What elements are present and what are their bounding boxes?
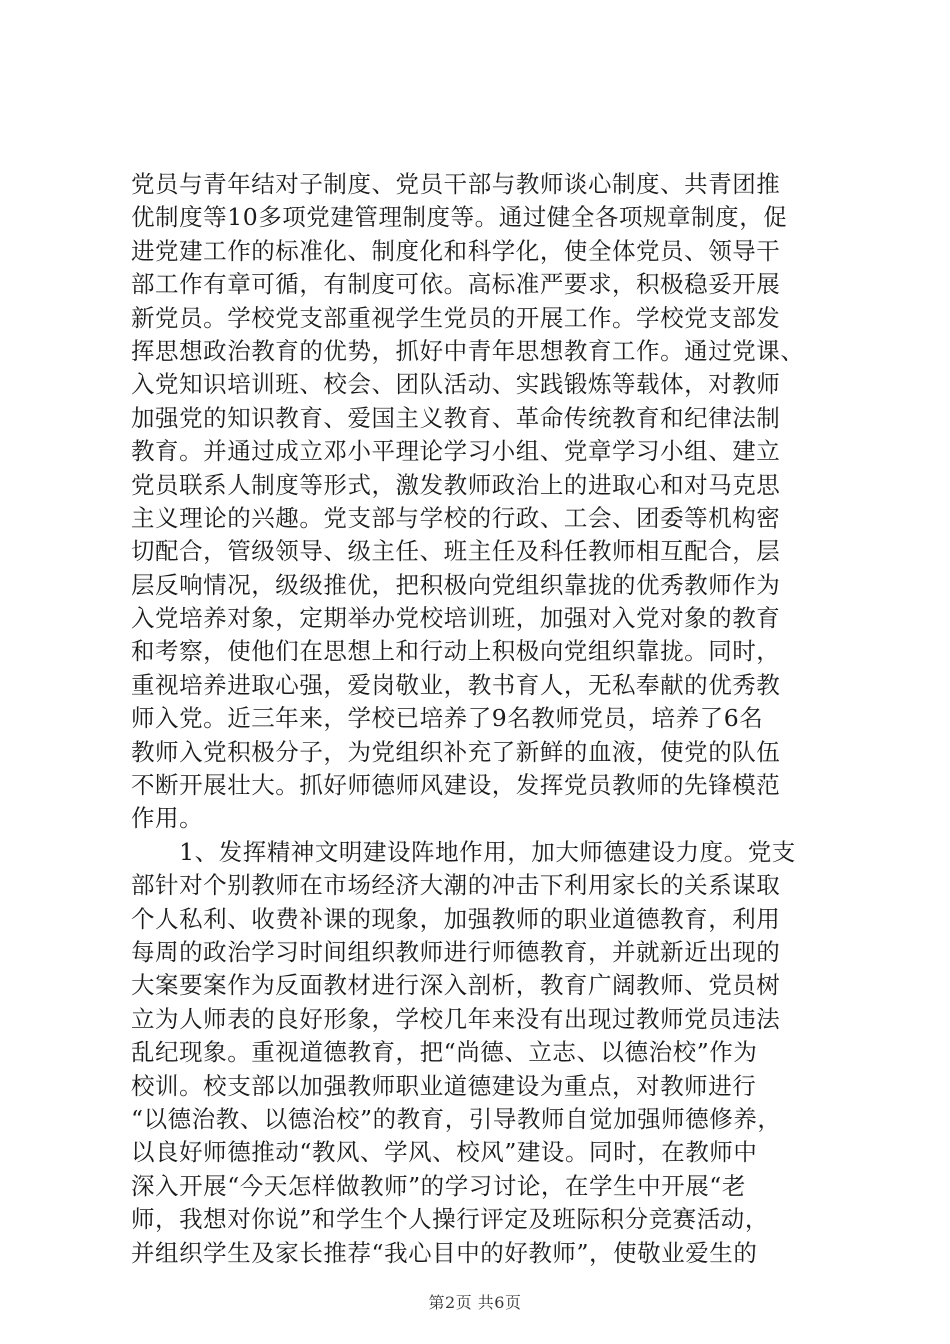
text-line: 大案要案作为反面教材进行深入剖析，教育广阔教师、党员树 — [131, 971, 781, 1000]
text-line: 个人私利、收费补课的现象，加强教师的职业道德教育，利用 — [131, 904, 781, 933]
text-line: 师，我想对你说”和学生个人操行评定及班际积分竞赛活动， — [131, 1205, 769, 1234]
text-line: 切配合，管级领导、级主任、班主任及科任教师相互配合，层 — [131, 537, 781, 566]
text-line: 党员联系人制度等形式，激发教师政治上的进取心和对马克思 — [131, 470, 781, 499]
text-line: 每周的政治学习时间组织教师进行师德教育，并就新近出现的 — [131, 937, 781, 966]
text-line: 和考察，使他们在思想上和行动上积极向党组织靠拢。同时， — [131, 637, 781, 666]
text-line: 挥思想政治教育的优势，抓好中青年思想教育工作。通过党课、 — [131, 336, 805, 365]
text-line: 立为人师表的良好形象，学校几年来没有出现过教师党员违法 — [131, 1004, 781, 1033]
text-line: 师入党。近三年来，学校已培养了9名教师党员，培养了6名 — [131, 704, 764, 733]
body-text — [131, 168, 831, 1270]
text-line: 教师入党积极分子，为党组织补充了新鲜的血液，使党的队伍 — [131, 737, 781, 766]
text-line: 1、发挥精神文明建设阵地作用，加大师德建设力度。党支 — [131, 837, 796, 866]
page-footer — [0, 1290, 950, 1313]
text-line: 并组织学生及家长推荐“我心目中的好教师”，使敬业爱生的 — [131, 1238, 758, 1267]
text-line: 重视培养进取心强，爱岗敬业，教书育人，无私奉献的优秀教 — [131, 670, 781, 699]
text-line: 入党培养对象，定期举办党校培训班，加强对入党对象的教育 — [131, 604, 781, 633]
page-number-label: 第2页 共6页 — [428, 1293, 522, 1312]
text-line: 不断开展壮大。抓好师德师风建设，发挥党员教师的先锋模范 — [131, 771, 781, 800]
text-line: “以德治教、以德治校”的教育，引导教师自觉加强师德修养， — [131, 1104, 782, 1133]
text-line: 入党知识培训班、校会、团队活动、实践锻炼等载体，对教师 — [131, 370, 781, 399]
text-line: 乱纪现象。重视道德教育，把“尚德、立志、以德治校”作为 — [131, 1038, 758, 1067]
text-line: 作用。 — [131, 804, 204, 833]
text-line: 优制度等10多项党建管理制度等。通过健全各项规章制度，促 — [131, 203, 788, 232]
text-line: 主义理论的兴趣。党支部与学校的行政、工会、团委等机构密 — [131, 503, 781, 532]
text-line: 加强党的知识教育、爱国主义教育、革命传统教育和纪律法制 — [131, 403, 781, 432]
text-line: 部工作有章可循，有制度可依。高标准严要求，积极稳妥开展 — [131, 270, 781, 299]
text-line: 新党员。学校党支部重视学生党员的开展工作。学校党支部发 — [131, 303, 781, 332]
text-line: 教育。并通过成立邓小平理论学习小组、党章学习小组、建立 — [131, 437, 781, 466]
text-line: 校训。校支部以加强教师职业道德建设为重点，对教师进行 — [131, 1071, 757, 1100]
text-line: 以良好师德推动“教风、学风、校风”建设。同时，在教师中 — [131, 1138, 758, 1167]
text-line: 进党建工作的标准化、制度化和科学化，使全体党员、领导干 — [131, 236, 781, 265]
text-line: 层反响情况，级级推优，把积极向党组织靠拢的优秀教师作为 — [131, 570, 781, 599]
text-line: 深入开展“今天怎样做教师”的学习讨论，在学生中开展“老 — [131, 1171, 746, 1200]
text-line: 党员与青年结对子制度、党员干部与教师谈心制度、共青团推 — [131, 170, 781, 198]
text-line: 部针对个别教师在市场经济大潮的冲击下利用家长的关系谋取 — [131, 871, 781, 900]
